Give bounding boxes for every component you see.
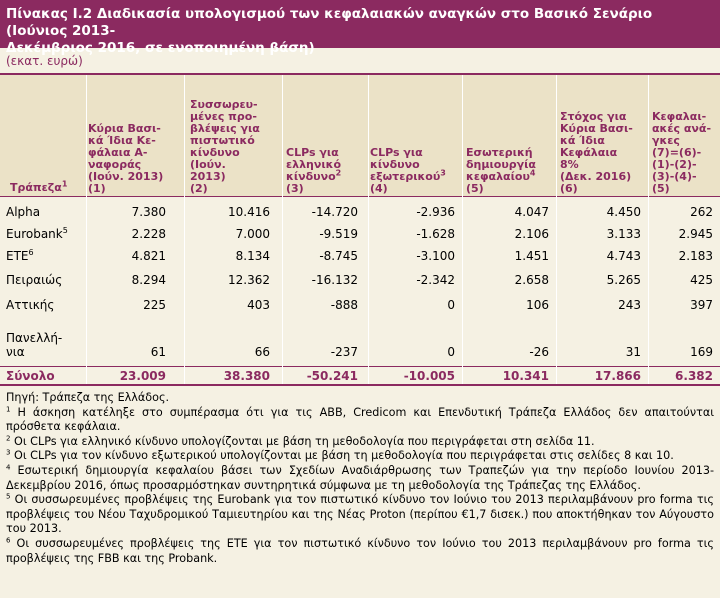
total-cell: 17.866 <box>594 369 641 383</box>
table-cell: 262 <box>690 205 713 219</box>
table-cell: 8.134 <box>235 249 270 263</box>
table-cell: 10.416 <box>228 205 270 219</box>
footnote-marker: 3 <box>440 168 446 178</box>
column-separator <box>368 75 369 384</box>
table-title <box>0 0 720 56</box>
column-header-line: (Δεκ. 2016) <box>560 170 632 183</box>
total-cell: -10.005 <box>403 369 455 383</box>
column-header-7 <box>652 95 711 195</box>
footnote-marker: 6 <box>6 536 11 545</box>
column-header-line: Κύρια Βασι- <box>560 122 633 135</box>
table-cell: 5.265 <box>606 273 641 287</box>
column-separator <box>648 75 649 384</box>
footnote <box>6 449 714 464</box>
bank-column-header: Τράπεζα$^1$ <box>10 179 68 194</box>
column-header-line: Συσσωρευ- <box>190 98 258 111</box>
footnotes <box>6 391 714 566</box>
footnote-text: Οι CLPs για τον κίνδυνο εξωτερικού υπολογίζονται με βάση τη μεθοδολογία που περιγράφεται στις σελίδες 8 και 10. <box>10 449 674 463</box>
footnote-marker: 4 <box>6 463 11 472</box>
table-cell: -888 <box>330 298 358 312</box>
column-header-line: εξωτερικού$^3$ <box>370 168 446 183</box>
table-cell: 403 <box>247 298 270 312</box>
total-label: Σύνολο <box>6 369 55 383</box>
footnote <box>6 464 714 493</box>
header-rule <box>0 196 720 197</box>
bank-name-line: νια <box>6 345 25 359</box>
column-header-line: (6) <box>560 182 578 195</box>
column-header-line: κίνδυνο <box>190 146 240 159</box>
table-cell: -8.745 <box>319 249 358 263</box>
footnote-marker: 4 <box>529 168 536 178</box>
footnote-marker: 6 <box>28 248 34 257</box>
title-line-1: Πίνακας Ι.2 Διαδικασία υπολογισμού των κεφαλαιακών αναγκών στο Βασικό Σενάριο (Ιούνιος 2013- <box>6 6 653 39</box>
column-header-line: (1)-(2)- <box>652 158 697 171</box>
total-cell: -50.241 <box>306 369 358 383</box>
table-cell: 2.658 <box>514 273 549 287</box>
total-cell: 10.341 <box>502 369 549 383</box>
bank-name <box>6 227 68 241</box>
table-cell: -26 <box>529 345 549 359</box>
total-rule <box>0 366 720 367</box>
table-cell: 8.294 <box>131 273 166 287</box>
column-header-line: (1) <box>88 182 106 195</box>
column-header-line: φάλαια Α- <box>88 146 148 159</box>
column-header-line: ακές ανά- <box>652 122 712 135</box>
column-header-line: CLPs για <box>370 146 423 159</box>
footnote-text: Πηγή: Τράπεζα της Ελλάδος. <box>6 391 170 404</box>
column-header-line: κά Ίδια Κε- <box>88 134 156 147</box>
footnote-marker: 5 <box>6 492 11 501</box>
footnote <box>6 435 714 450</box>
column-header-line: κίνδυνο <box>370 158 420 171</box>
column-separator <box>462 75 463 384</box>
table-cell: 31 <box>625 345 641 359</box>
bank-name <box>6 249 34 263</box>
table-cell: -16.132 <box>311 273 358 287</box>
column-header-line: (4) <box>370 182 388 195</box>
table-cell: 0 <box>447 298 455 312</box>
column-header-line: (5) <box>652 182 670 195</box>
table-cell: 2.106 <box>514 227 549 241</box>
column-header-line: βλέψεις για <box>190 122 260 135</box>
column-header-line: δημιουργία <box>466 158 536 171</box>
table-cell: -2.342 <box>416 273 455 287</box>
title-line-2: Δεκέμβριος 2016, σε ενοποιημένη βάση) <box>6 40 315 56</box>
column-header-2 <box>190 95 260 195</box>
bank-name <box>6 298 54 312</box>
table-cell: 4.743 <box>606 249 641 263</box>
column-header-line: Κύρια Βασι- <box>88 122 161 135</box>
bank-name-line: Πανελλή- <box>6 331 63 345</box>
table-cell: -2.936 <box>416 205 455 219</box>
footnote-marker: 2 <box>6 434 11 443</box>
table-bottom-rule <box>0 384 720 386</box>
bank-name <box>6 273 62 287</box>
table-cell: 4.450 <box>606 205 641 219</box>
table-cell: 397 <box>690 298 713 312</box>
column-header-line: Εσωτερική <box>466 146 533 159</box>
table-cell: 61 <box>150 345 166 359</box>
column-header-line: Στόχος για <box>560 110 627 123</box>
footnote <box>6 406 714 435</box>
column-header-3 <box>286 95 341 195</box>
table-cell: 225 <box>143 298 166 312</box>
column-header-5 <box>466 95 536 195</box>
column-header-line: (7)=(6)- <box>652 146 702 159</box>
column-header-line: Κεφάλαια <box>560 146 618 159</box>
column-header-line: κά Ίδια <box>560 134 605 147</box>
table-cell: 106 <box>526 298 549 312</box>
footnote <box>6 391 714 406</box>
table-cell: 2.228 <box>131 227 166 241</box>
column-header-line: (Ιούν. 2013) <box>88 170 164 183</box>
table-cell: 3.133 <box>606 227 641 241</box>
table-cell: 2.183 <box>678 249 713 263</box>
column-header-line: ελληνικό <box>286 158 342 171</box>
bank-name-line: Πειραιώς <box>6 273 63 287</box>
total-cell: 23.009 <box>119 369 166 383</box>
table-cell: 0 <box>447 345 455 359</box>
column-header-line: (3)-(4)- <box>652 170 697 183</box>
bank-name-line: Eurobank <box>6 227 63 241</box>
footnote-text: Οι συσσωρευμένες προβλέψεις της ΕΤΕ για τον πιστωτικό κίνδυνο τον Ιούνιο του 2013 περιλαμβάνουν pro forma τις προβλέψεις της FBB και της Probank. <box>6 536 714 565</box>
unit-label: (εκατ. ευρώ) <box>6 54 83 68</box>
table-cell: 7.000 <box>235 227 270 241</box>
bank-name-line: Αττικής <box>6 298 55 312</box>
footnote-marker: 5 <box>62 226 68 235</box>
column-header-line: Κεφαλαι- <box>652 110 707 123</box>
table-cell: -9.519 <box>319 227 358 241</box>
table-cell: 7.380 <box>131 205 166 219</box>
table-cell: 169 <box>690 345 713 359</box>
footnote-marker: 3 <box>6 448 11 457</box>
column-header-4 <box>370 95 446 195</box>
column-header-line: (3) <box>286 182 304 195</box>
table-cell: 2.945 <box>678 227 713 241</box>
table-cell: 12.362 <box>228 273 270 287</box>
bank-name-line: Alpha <box>6 205 41 219</box>
total-cell: 6.382 <box>675 369 713 383</box>
footnote-text: Η άσκηση κατέληξε στο συμπέρασμα ότι για τις ABB, Credicom και Επενδυτική Τράπεζα Ελλάδος δεν απαιτούνται πρόσθετα κεφάλαια. <box>6 405 714 434</box>
column-header-line: CLPs για <box>286 146 339 159</box>
column-header-line: γκες <box>652 134 680 147</box>
table-cell: -237 <box>330 345 358 359</box>
footnote <box>6 493 714 537</box>
column-header-line: ναφοράς <box>88 158 142 171</box>
bank-name-line: ΕΤΕ <box>6 249 29 263</box>
column-header-line: πιστωτικό <box>190 134 255 147</box>
footnote-marker: 1 <box>6 404 11 413</box>
column-header-line: 2013) <box>190 170 226 183</box>
bank-name <box>6 205 40 219</box>
column-separator <box>282 75 283 384</box>
column-header-line: (2) <box>190 182 208 195</box>
total-cell: 38.380 <box>223 369 270 383</box>
table-cell: 4.047 <box>514 205 549 219</box>
column-header-line: (Ιούν. <box>190 158 226 171</box>
footnote-text: Εσωτερική δημιουργία κεφαλαίου βάσει των Σχεδίων Αναδιάρθρωσης των Τραπεζών για την περίοδο Ιουνίου 2013-Δεκεμβρίου 2016, όπως προσαρμόστηκαν συντηρητικά σύμφωνα με τη μεθοδολογία της Τράπεζας της Ελλάδος. <box>6 463 714 492</box>
table-cell: 66 <box>254 345 270 359</box>
column-separator <box>556 75 557 384</box>
column-separator <box>86 75 87 384</box>
table-cell: 425 <box>690 273 713 287</box>
footnote <box>6 537 714 566</box>
bank-name <box>6 331 62 359</box>
table-cell: 243 <box>618 298 641 312</box>
column-header-6 <box>560 95 633 195</box>
table-cell: 1.451 <box>514 249 549 263</box>
column-header-line: κίνδυνο$^2$ <box>286 168 342 183</box>
table-cell: 4.821 <box>131 249 166 263</box>
table-cell: -1.628 <box>416 227 455 241</box>
table-cell: -14.720 <box>311 205 358 219</box>
footnote-text: Οι CLPs για ελληνικό κίνδυνο υπολογίζονται με βάση τη μεθοδολογία που περιγράφεται στη σελίδα 11. <box>10 434 595 448</box>
footnote-marker: 2 <box>335 168 342 178</box>
column-header-line: μένες προ- <box>190 110 257 123</box>
column-separator <box>184 75 185 384</box>
footnote-text: Οι συσσωρευμένες προβλέψεις της Eurobank για τον πιστωτικό κίνδυνο τον Ιούνιο του 2013 περιλαμβάνουν pro forma τις προβλέψεις του Νέου Ταχυδρομικού Ταμιευτηρίου και της Νέας Proton (περίπου €1,7 δισεκ.) που αποκτήθηκαν τον Αύγουστο του 2013. <box>6 493 714 536</box>
table-cell: -3.100 <box>416 249 455 263</box>
column-header-line: (5) <box>466 182 484 195</box>
column-header-line: 8% <box>560 158 579 171</box>
column-header-1 <box>88 95 163 195</box>
column-header-line: κεφαλαίου$^4$ <box>466 168 536 183</box>
